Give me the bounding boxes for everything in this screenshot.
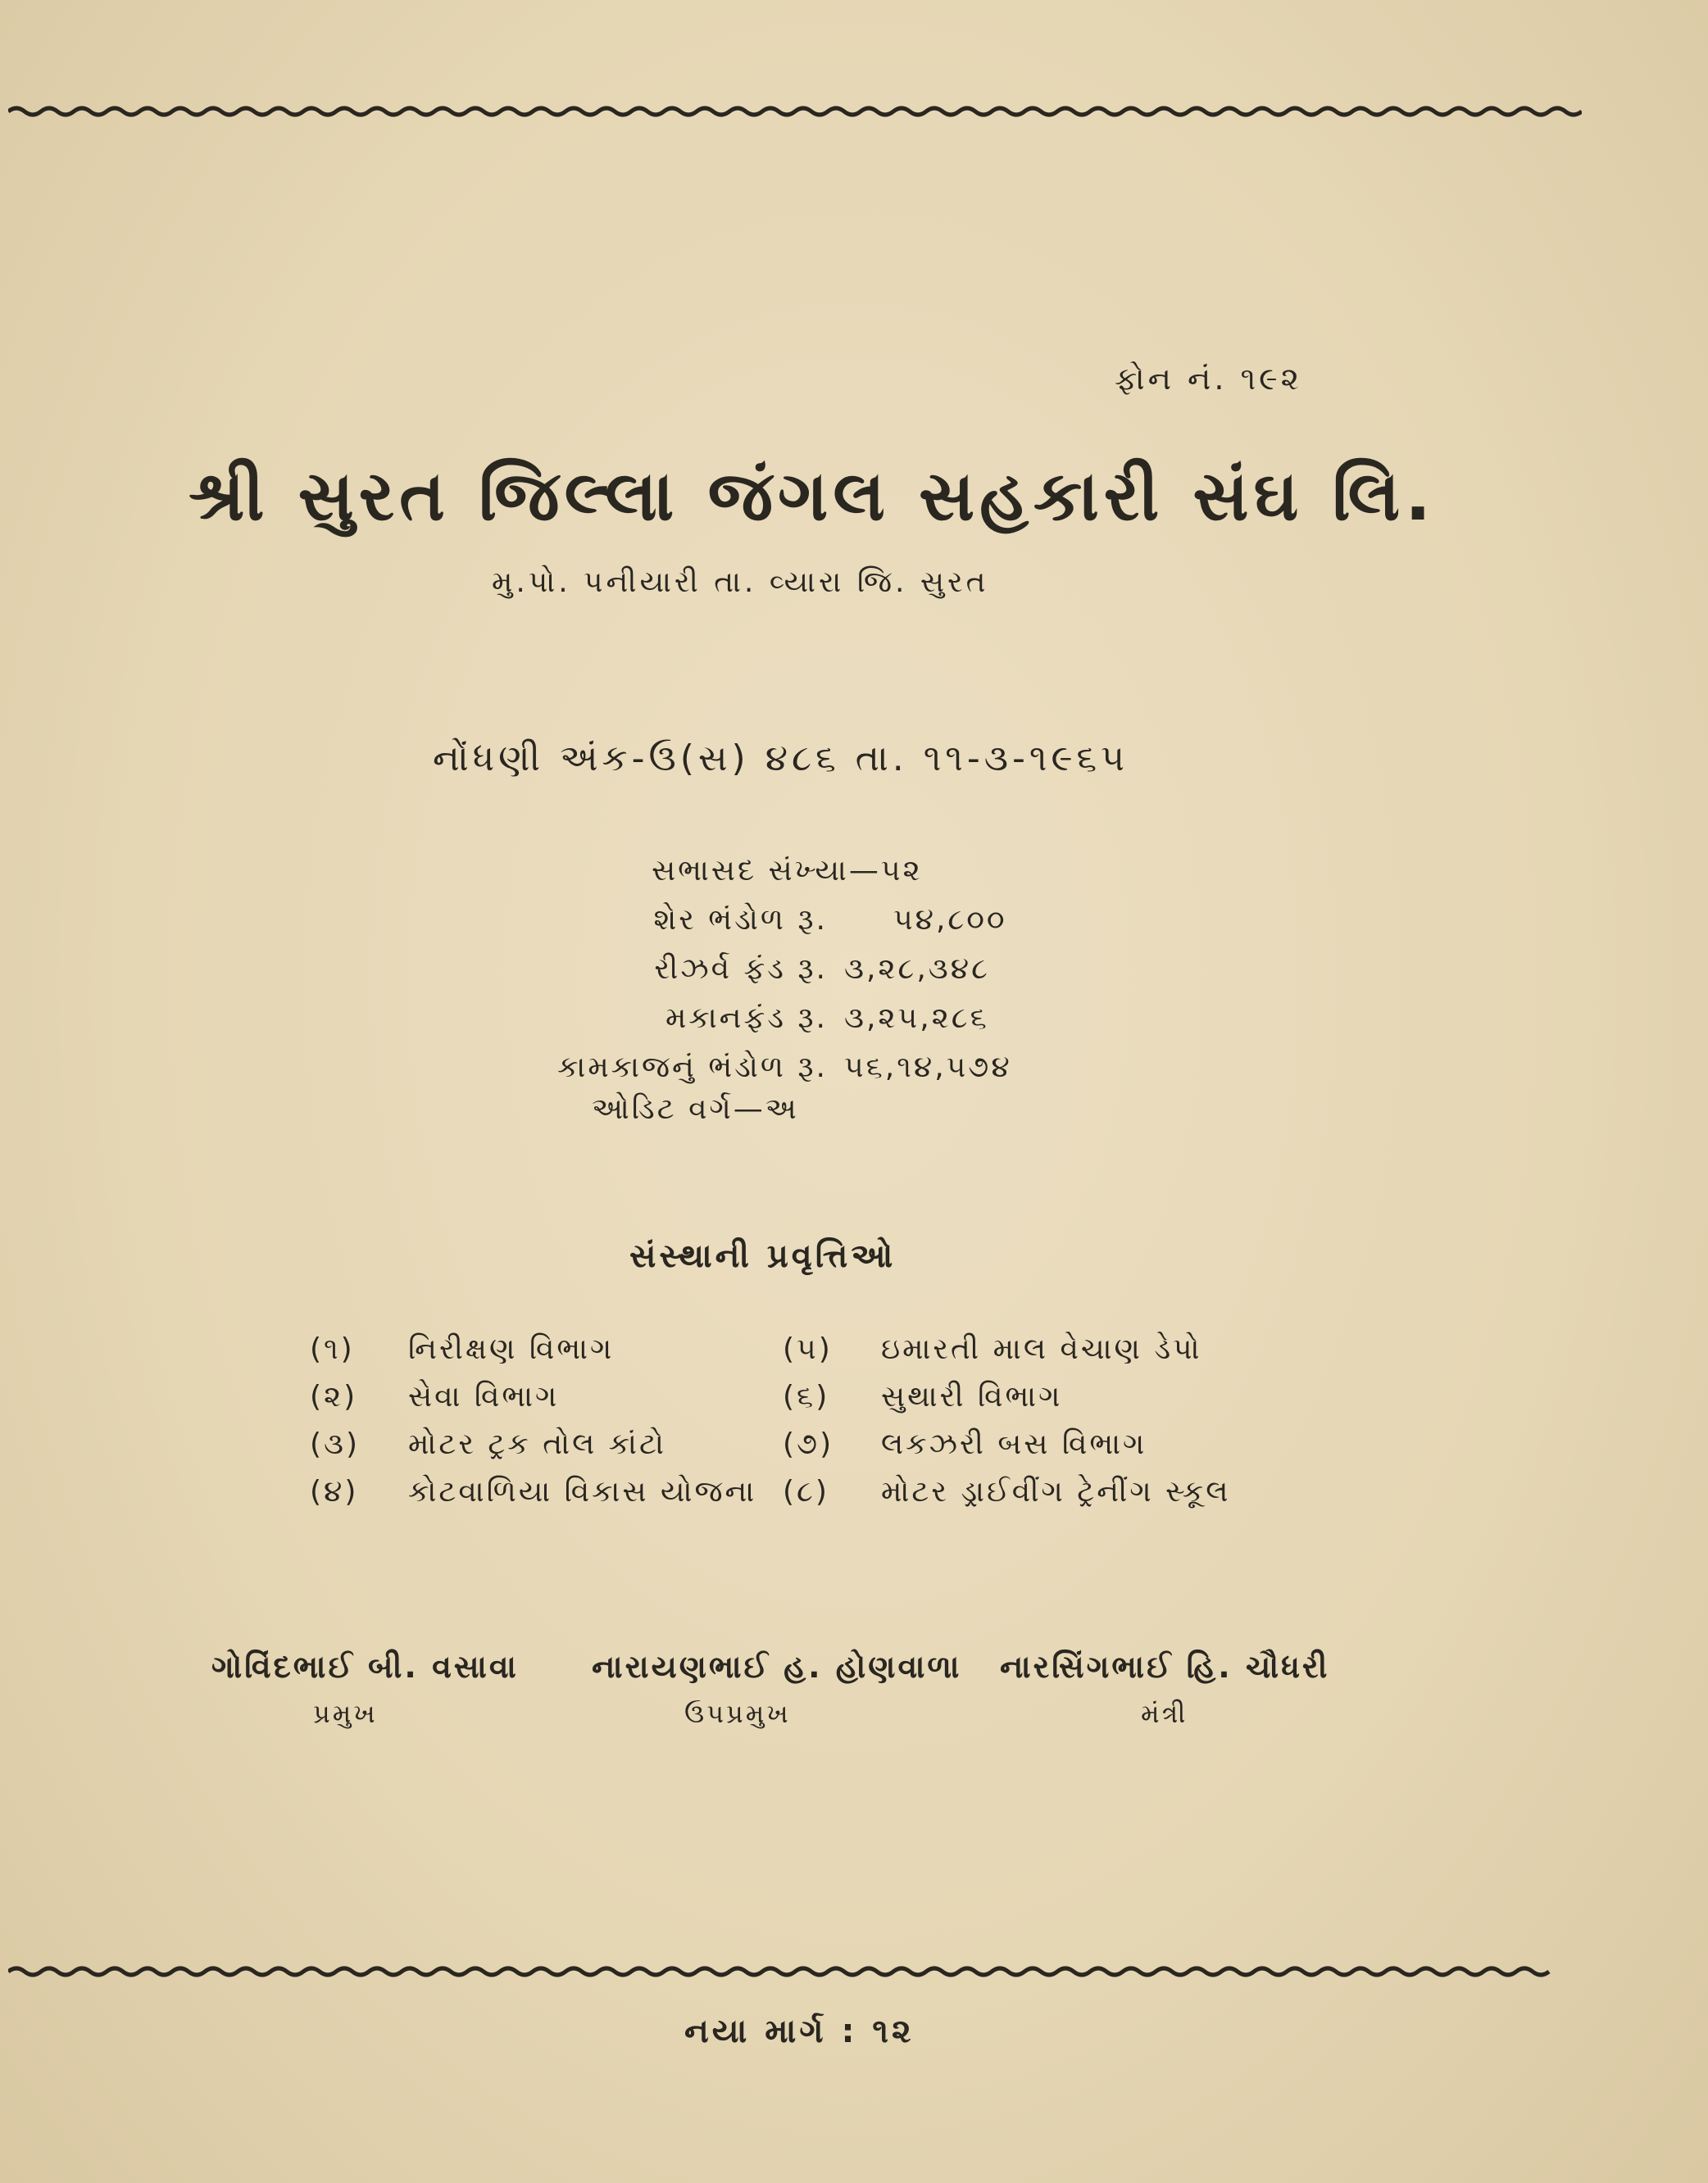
phone-number: ફોન નં. ૧૯૨ xyxy=(1115,361,1302,397)
stat-value: ૩,૨૮,૩૪૮ xyxy=(844,952,990,986)
activity-text: કોટવાળિયા વિકાસ યોજના xyxy=(408,1475,757,1509)
bottom-wavy-rule xyxy=(8,1962,1557,1981)
activity-number: (૨) xyxy=(310,1380,358,1414)
activity-item xyxy=(783,1380,1062,1414)
stat-value: ૫૪,૮૦૦ xyxy=(893,903,1007,937)
stat-label: કામકાજનું ભંડોળ રૂ. xyxy=(557,1051,828,1084)
stat-row xyxy=(492,952,1065,998)
officer-name-vice-president: નારાયણભાઈ હ. હોણવાળા xyxy=(592,1649,962,1685)
activity-number: (૭) xyxy=(783,1427,834,1461)
registration-line: નોંધણી અંક-ઉ(સ) ૪૮૬ તા. ૧૧-૩-૧૯૬૫ xyxy=(433,738,1129,779)
activity-number: (૧) xyxy=(310,1332,355,1366)
activity-text: ઇમારતી માલ વેચાણ ડેપો xyxy=(881,1332,1202,1366)
activity-text: મોટર ડ્રાઈવીંગ ટ્રેનીંગ સ્કૂલ xyxy=(881,1475,1231,1509)
officer-role-president: પ્રમુખ xyxy=(313,1698,378,1729)
activity-number: (૬) xyxy=(783,1380,830,1414)
activity-item xyxy=(783,1427,1147,1462)
activity-text: મોટર ટ્રક તોલ કાંટો xyxy=(408,1427,666,1461)
activity-number: (૫) xyxy=(783,1332,833,1366)
page-title: શ્રી સુરત જિલ્લા જંગલ સહકારી સંઘ લિ. xyxy=(189,456,1437,536)
activity-item xyxy=(783,1475,1231,1509)
activity-number: (૩) xyxy=(310,1427,361,1461)
stat-row xyxy=(492,1051,1065,1096)
activities-heading: સંસ્થાની પ્રવૃત્તિઓ xyxy=(629,1237,897,1275)
officer-name-secretary: નારસિંગભાઈ હિ. ચૌધરી xyxy=(1000,1649,1330,1685)
activity-item xyxy=(310,1332,614,1367)
address: મુ.પો. પનીયારી તા. વ્યારા જિ. સુરત xyxy=(492,565,989,599)
officer-name-president: ગોવિંદભાઈ બી. વસાવા xyxy=(211,1649,519,1685)
activity-number: (૮) xyxy=(783,1475,829,1509)
activity-item xyxy=(310,1380,559,1414)
activity-text: સેવા વિભાગ xyxy=(408,1380,560,1414)
officer-role-vice-president: ઉપપ્રમુખ xyxy=(684,1698,791,1729)
stat-label: શેર ભંડોળ રૂ. xyxy=(653,903,828,937)
stat-row xyxy=(492,903,1065,949)
activity-text: સુથારી વિભાગ xyxy=(881,1380,1063,1414)
audit-class: ઓડિટ વર્ગ—અ xyxy=(592,1092,799,1126)
stat-value: ૫૬,૧૪,૫૭૪ xyxy=(844,1051,1012,1084)
footer-page-label: નયા માર્ગ : ૧૨ xyxy=(684,2013,915,2050)
stat-label: રીઝર્વ ફંડ રૂ. xyxy=(654,952,828,986)
member-count: સભાસદ સંખ્યા—૫૨ xyxy=(652,854,923,887)
stat-row xyxy=(492,1001,1065,1047)
activity-item xyxy=(310,1475,756,1509)
stat-value: ૩,૨૫,૨૮૬ xyxy=(844,1001,989,1035)
stat-label: મકાનફંડ રૂ. xyxy=(665,1001,828,1035)
top-wavy-rule xyxy=(8,102,1582,121)
activity-text: લકઝરી બસ વિભાગ xyxy=(881,1427,1147,1461)
activity-item xyxy=(310,1427,666,1462)
activity-text: નિરીક્ષણ વિભાગ xyxy=(408,1332,615,1366)
activity-number: (૪) xyxy=(310,1475,359,1509)
activity-item xyxy=(783,1332,1202,1367)
officer-role-secretary: મંત્રી xyxy=(1141,1698,1188,1729)
